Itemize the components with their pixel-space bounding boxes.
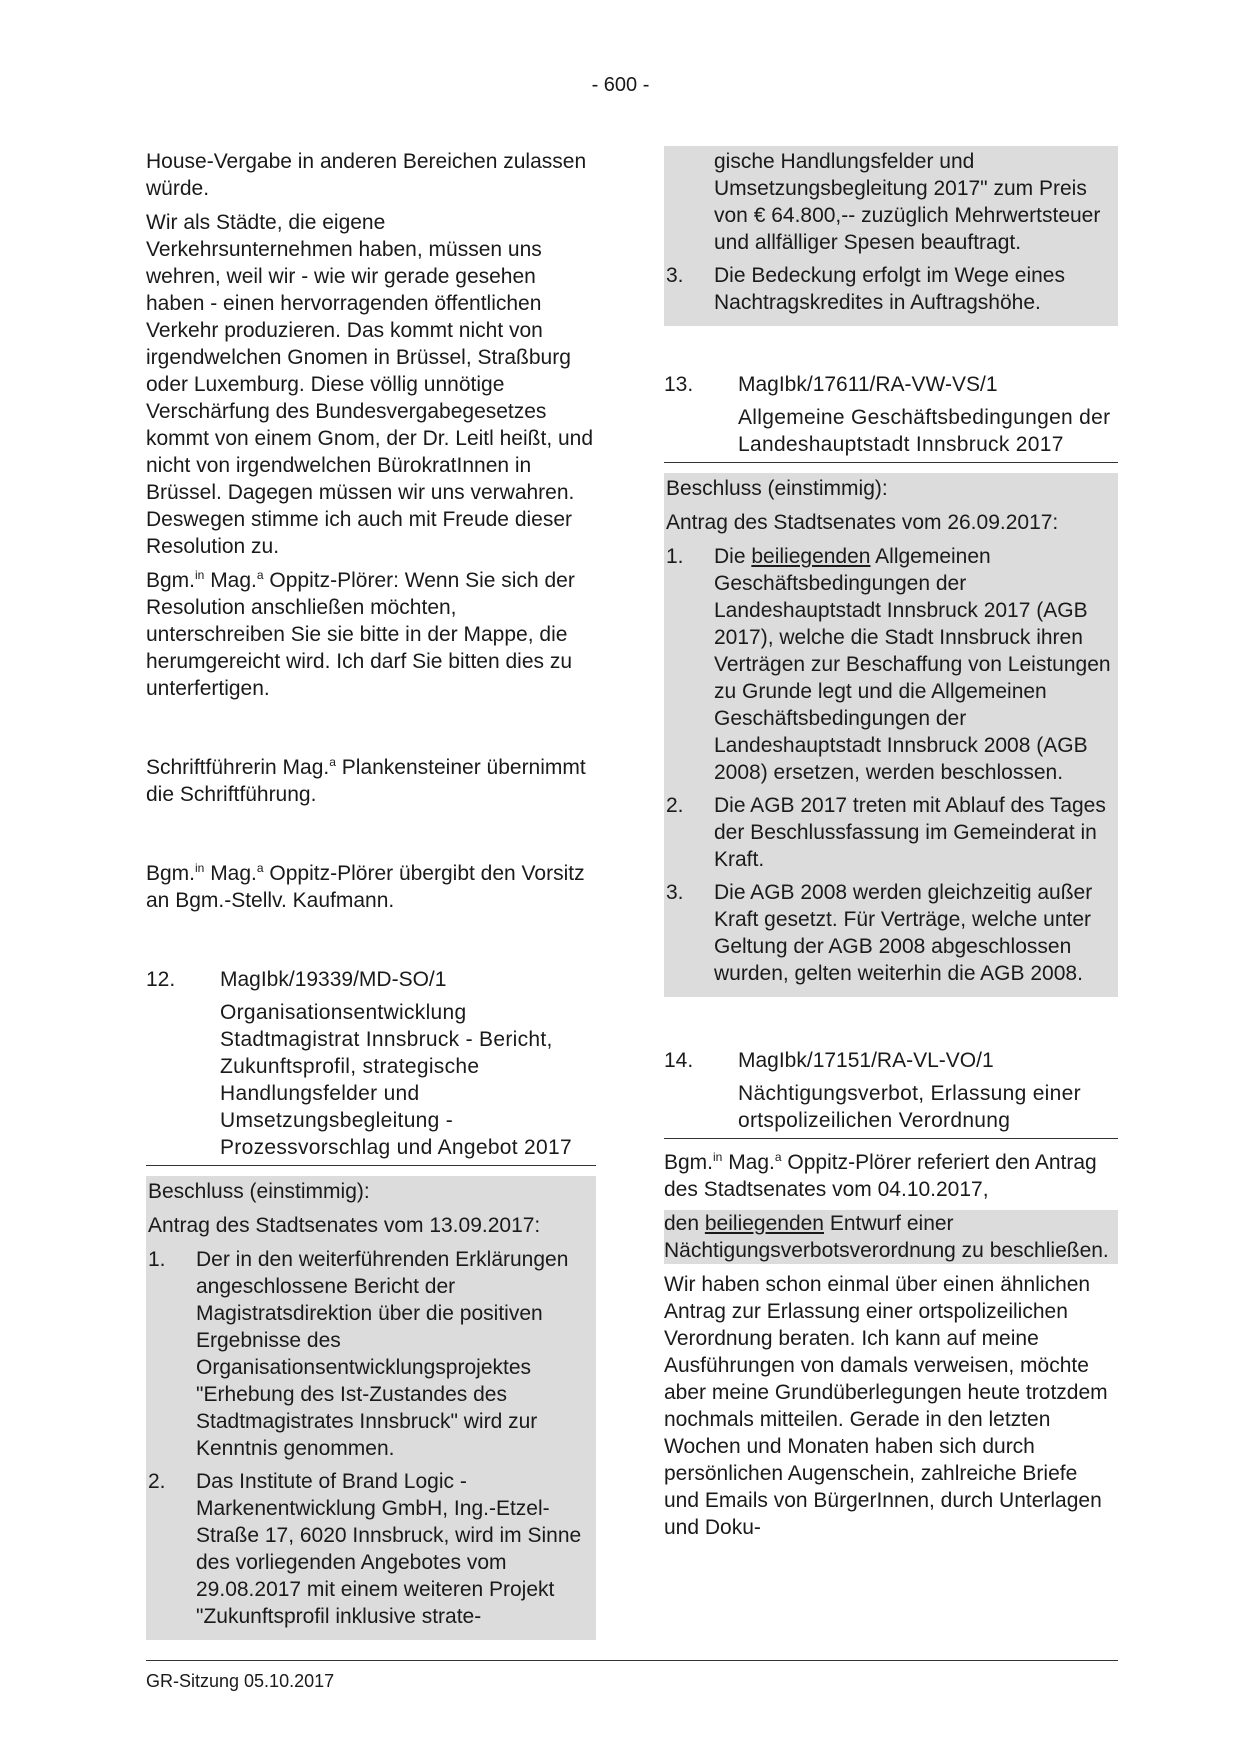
list-item: 3. Die AGB 2008 werden gleichzeitig außer Kraft gesetzt. Für Verträge, welche unter Geltung der AGB 2008 abgeschlossen wurden, gelten weiterhin die AGB 2008. — [666, 881, 1093, 985]
list-item: 2. Die AGB 2017 treten mit Ablauf des Tages der Beschlussfassung im Gemeinderat in Kraft. — [666, 794, 1106, 871]
agenda-item-12-header — [146, 966, 596, 993]
list-item: gische Handlungsfelder und Umsetzungsbegleitung 2017" zum Preis von € 64.800,-- zuzüglich Mehrwertsteuer und allfälliger Spesen beauftragt. — [714, 150, 1101, 254]
agenda-item-number: 14. — [664, 1049, 694, 1072]
footer-session-date: GR-Sitzung 05.10.2017 — [146, 1671, 335, 1691]
resolution-label: Beschluss (einstimmig): — [148, 1180, 370, 1203]
list-item: 1. Die beiliegenden Allgemeinen Geschäftsbedingungen der Landeshauptstadt Innsbruck 2017 (AGB 2017), welche die Stadt Innsbruck ihren Verträgen zur Beschaffung von Leistungen zu Grunde legt und die Allgemeinen Geschäftsbedingungen der Landeshauptstadt Innsbruck 2008 (AGB 2008) ersetzen, werden beschlossen. — [666, 545, 1111, 784]
agenda-item-title: Nächtigungsverbot, Erlassung einer ortspolizeilichen Verordnung — [738, 1082, 1081, 1132]
footer-divider — [146, 1660, 1118, 1661]
agenda-item-14-header — [664, 1047, 1118, 1074]
agenda-item-title: Organisationsentwicklung Stadtmagistrat Innsbruck - Bericht, Zukunftsprofil, strategische Handlungsfelder und Umsetzungsbegleitung - Prozessvorschlag und Angebot 2017 — [220, 1001, 572, 1159]
motion-label: Antrag des Stadtsenates vom 26.09.2017: — [666, 511, 1059, 534]
agenda-item-reference: MagIbk/17151/RA-VL-VO/1 — [738, 1049, 994, 1072]
resolution-label: Beschluss (einstimmig): — [666, 477, 888, 500]
page-number: - 600 - — [591, 74, 650, 96]
list-item: 2. Das Institute of Brand Logic - Markenentwicklung GmbH, Ing.-Etzel-Straße 17, 6020 Innsbruck, wird im Sinne des vorliegenden Angebotes vom 29.08.2017 mit einem weiteren Projekt "Zukunftsprofil inklusive strate- — [148, 1470, 582, 1628]
paragraph: House-Vergabe in anderen Bereichen zulassen würde. — [146, 150, 587, 200]
paragraph: Wir haben schon einmal über einen ähnlichen Antrag zur Erlassung einer ortspolizeilichen Verordnung beraten. Ich kann auf meine Ausführungen von damals verweisen, möchte aber meine Grundüberlegungen heute trotzdem nochmals mitteilen. Gerade in den letzten Wochen und Monaten haben sich durch persönlichen Augenschein, zahlreiche Briefe und Emails von BürgerInnen, durch Unterlagen und Doku- — [664, 1273, 1108, 1539]
resolution-continuation — [664, 146, 1118, 326]
motion-text: den beiliegenden Entwurf einer Nächtigungsverbotsverordnung zu beschließen. — [664, 1210, 1118, 1264]
agenda-item-number: 12. — [146, 968, 176, 991]
agenda-item-title: Allgemeine Geschäftsbedingungen der Landeshauptstadt Innsbruck 2017 — [738, 406, 1111, 456]
resolution-points — [666, 543, 1118, 987]
list-item: 3. Die Bedeckung erfolgt im Wege eines Nachtragskredites in Auftragshöhe. — [666, 264, 1065, 314]
resolution-points — [148, 1246, 596, 1630]
agenda-item-reference: MagIbk/19339/MD-SO/1 — [220, 968, 447, 991]
motion-label: Antrag des Stadtsenates vom 13.09.2017: — [148, 1214, 541, 1237]
paragraph: Wir als Städte, die eigene Verkehrsunternehmen haben, müssen uns wehren, weil wir - wie wir gerade gesehen haben - einen hervorragenden öffentlichen Verkehr produzieren. Das kommt nicht von irgendwelchen Gnomen in Brüssel, Straßburg oder Luxemburg. Diese völlig unnötige Verschärfung des Bundesvergabegesetzes kommt von einem Gnom, der Dr. Leitl heißt, und nicht von irgendwelchen BürokratInnen in Brüssel. Dagegen müssen wir uns verwahren. Deswegen stimme ich auch mit Freude dieser Resolution zu. — [146, 211, 594, 558]
divider — [664, 462, 1118, 463]
speaker-paragraph: Bgm.$^{in}$ Mag.$^a$ Oppitz-Plörer: Wenn Sie sich der Resolution anschließen möchten, unterschreiben Sie sie bitte in der Mappe, die herumgereicht wird. Ich darf Sie bitten dies zu unterfertigen. — [146, 568, 575, 700]
paragraph: Schriftführerin Mag.$^a$ Plankensteiner übernimmt die Schriftführung. — [146, 755, 586, 806]
divider — [146, 1165, 596, 1166]
left-column — [146, 148, 596, 1640]
agenda-item-number: 13. — [664, 373, 694, 396]
resolution-box — [146, 1176, 596, 1640]
paragraph: Bgm.$^{in}$ Mag.$^a$ Oppitz-Plörer übergibt den Vorsitz an Bgm.-Stellv. Kaufmann. — [146, 861, 585, 912]
agenda-item-reference: MagIbk/17611/RA-VW-VS/1 — [738, 373, 998, 396]
resolution-box — [664, 473, 1118, 997]
list-item: 1. Der in den weiterführenden Erklärungen angeschlossene Bericht der Magistratsdirektion über die positiven Ergebnisse des Organisationsentwicklungsprojektes "Erhebung des Ist-Zustandes des Stadtmagistrates Innsbruck" wird zur Kenntnis genommen. — [148, 1248, 569, 1460]
speaker-paragraph: Bgm.$^{in}$ Mag.$^a$ Oppitz-Plörer referiert den Antrag des Stadtsenates vom 04.10.2017, — [664, 1150, 1097, 1201]
agenda-item-13-header — [664, 371, 1118, 398]
right-column — [664, 146, 1118, 1548]
divider — [664, 1138, 1118, 1139]
